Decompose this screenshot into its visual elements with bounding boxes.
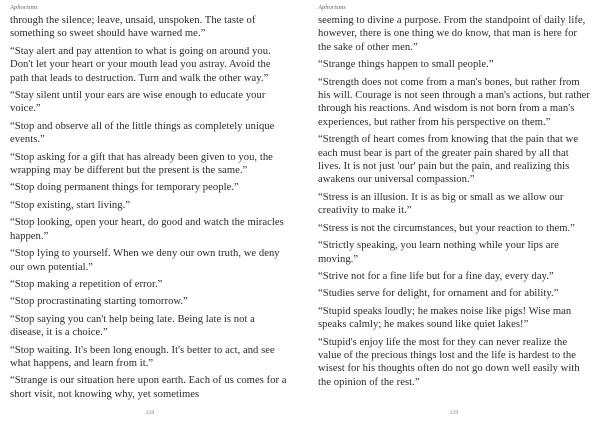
quote-paragraph: “Stupid speaks loudly; he makes noise like pigs! Wise man speaks calmly; he makes sound like quiet lakes!” [318, 305, 572, 331]
quote-paragraph: “Strength of heart comes from knowing that the pain that we each must bear is part of the greater pain shared by all that lives. It is not just 'our' pain but the pain, and realizing this awakens our universal compassion.” [318, 134, 579, 186]
quote-paragraph: “Stop asking for a gift that has already been given to you, the wrapping may be different but the present is the same.” [10, 151, 273, 177]
quote-paragraph: seeming to divine a purpose. From the standpoint of daily life, however, there is one thing we do know, that man is here for the sake of other men.” [318, 15, 586, 53]
right-page [300, 0, 600, 424]
quote-paragraph: “Strength does not come from a man's bones, but rather from his will. Courage is not seen through a man's actions, but rather through his reactions. And wisdom is not born from a man's experiences, but rather from his perspective on them.” [318, 76, 591, 128]
quote-paragraph: “Stupid's enjoy life the most for they can never realize the value of the precious things lost and the life is hardest to the wisest for his thoughts often do not go down well easily with the opinion of the rest.” [318, 336, 580, 388]
quote-paragraph: “Strange things happen to small people.” [318, 59, 494, 71]
quote-paragraph: “Stop lying to yourself. When we deny our own truth, we deny our own potential.” [10, 248, 280, 273]
quote-list [10, 14, 290, 401]
quote-paragraph: “Strictly speaking, you learn nothing while your lips are moving.” [318, 240, 559, 265]
quote-paragraph: “Stay silent until your ears are wise enough to educate your voice.” [10, 90, 266, 115]
quote-paragraph: “Stop and observe all of the little things as completely unique events.” [10, 120, 275, 146]
quote-paragraph: “Stop making a repetition of error.” [10, 278, 163, 290]
quote-paragraph: “Strive not for a fine life but for a fine day, every day.” [318, 270, 554, 282]
quote-paragraph: “Stress is not the circumstances, but your reaction to them.” [318, 222, 575, 234]
running-head: Aphorisms [10, 4, 38, 11]
quote-paragraph: “Stress is an illusion. It is as big or small as we allow our creativity to make it.” [318, 191, 564, 217]
quote-paragraph: “Stay alert and pay attention to what is going on around you. Don't let your heart or your mouth lead you astray. Avoid the path that leads to destruction. Turn and walk the other way.” [10, 45, 271, 84]
quote-paragraph: “Stop saying you can't help being late. Being late is not a disease, it is a choice.” [10, 313, 255, 339]
quote-paragraph: “Stop waiting. It's been long enough. It's better to act, and see what happens, and learn from it.” [10, 344, 275, 369]
page-number: 219 [449, 410, 459, 416]
quote-list [318, 14, 590, 389]
quote-paragraph: “Strange is our situation here upon earth. Each of us comes for a short visit, not knowing why, yet sometimes [10, 375, 287, 400]
quote-paragraph: “Stop doing permanent things for temporary people.” [10, 182, 239, 194]
quote-paragraph: “Stop procrastinating starting tomorrow.” [10, 296, 188, 308]
page-number: 218 [145, 410, 155, 416]
quote-paragraph: “Stop existing, start living.” [10, 199, 131, 211]
quote-paragraph: through the silence; leave, unsaid, unspoken. The taste of something so sweet should have warned me.” [10, 15, 256, 40]
quote-paragraph: “Stop looking, open your heart, do good and watch the miracles happen.” [10, 217, 284, 242]
quote-paragraph: “Studies serve for delight, for ornament and for ability.” [318, 288, 559, 300]
running-head: Aphorisms [318, 4, 346, 11]
